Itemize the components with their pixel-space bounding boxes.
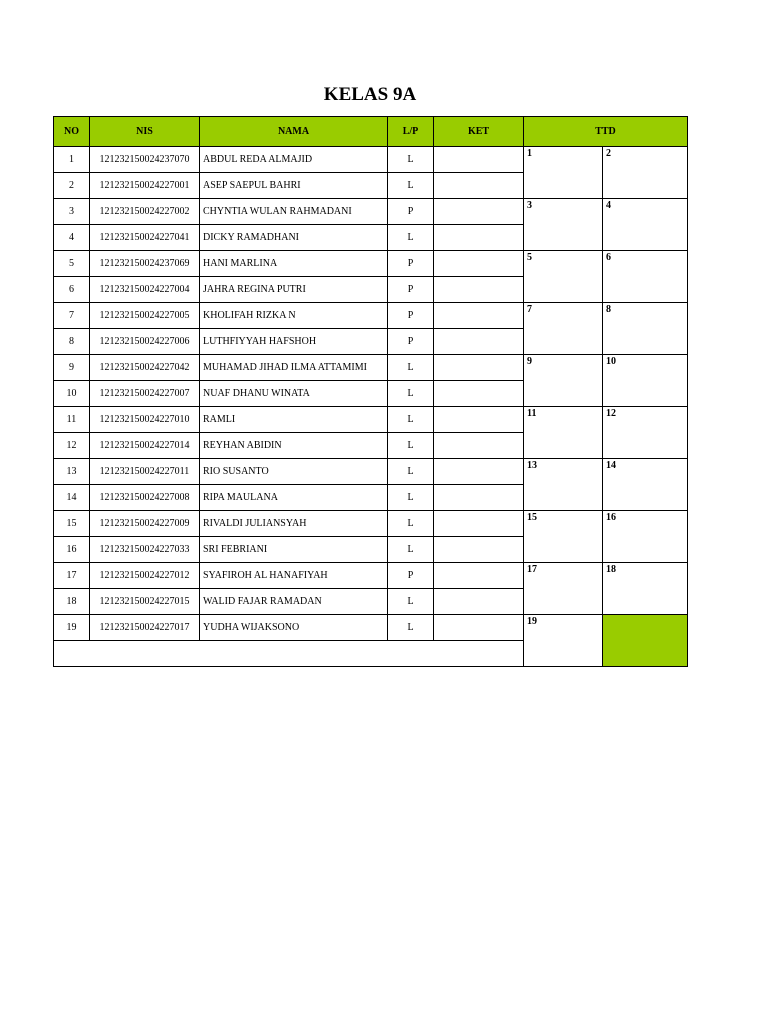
student-nis: 121232150024227010 — [90, 407, 200, 433]
attendance-table — [53, 116, 688, 667]
student-nis: 121232150024227014 — [90, 433, 200, 459]
header-lp: L/P — [388, 117, 434, 147]
student-name: WALID FAJAR RAMADAN — [200, 589, 388, 615]
student-gender: L — [388, 511, 434, 537]
student-note — [434, 173, 524, 199]
student-no: 10 — [54, 381, 90, 407]
student-note — [434, 225, 524, 251]
student-note — [434, 433, 524, 459]
student-no: 13 — [54, 459, 90, 485]
student-nis: 121232150024227017 — [90, 615, 200, 641]
signature-cell: 8 — [603, 303, 688, 355]
student-gender: P — [388, 199, 434, 225]
signature-cell: 9 — [524, 355, 603, 407]
student-note — [434, 459, 524, 485]
student-no: 14 — [54, 485, 90, 511]
student-gender: L — [388, 355, 434, 381]
student-no: 17 — [54, 563, 90, 589]
signature-cell: 5 — [524, 251, 603, 303]
header-nis: NIS — [90, 117, 200, 147]
table-row — [54, 251, 688, 277]
student-name: ASEP SAEPUL BAHRI — [200, 173, 388, 199]
student-name: RAMLI — [200, 407, 388, 433]
student-gender: P — [388, 303, 434, 329]
header-ttd: TTD — [524, 117, 688, 147]
student-nis: 121232150024227001 — [90, 173, 200, 199]
student-name: ABDUL REDA ALMAJID — [200, 147, 388, 173]
student-gender: L — [388, 537, 434, 563]
student-gender: L — [388, 485, 434, 511]
student-note — [434, 199, 524, 225]
signature-cell: 3 — [524, 199, 603, 251]
student-gender: L — [388, 615, 434, 641]
table-header-row — [54, 117, 688, 147]
table-row — [54, 303, 688, 329]
student-name: YUDHA WIJAKSONO — [200, 615, 388, 641]
table-row — [54, 459, 688, 485]
signature-cell: 17 — [524, 563, 603, 615]
signature-cell: 19 — [524, 615, 603, 667]
student-gender: P — [388, 329, 434, 355]
student-nis: 121232150024227006 — [90, 329, 200, 355]
student-nis: 121232150024237070 — [90, 147, 200, 173]
student-name: SRI FEBRIANI — [200, 537, 388, 563]
student-nis: 121232150024227012 — [90, 563, 200, 589]
student-nis: 121232150024227008 — [90, 485, 200, 511]
empty-signature-cell — [603, 615, 688, 667]
student-note — [434, 563, 524, 589]
student-nis: 121232150024227042 — [90, 355, 200, 381]
student-gender: L — [388, 459, 434, 485]
table-row — [54, 199, 688, 225]
student-name: DICKY RAMADHANI — [200, 225, 388, 251]
student-gender: L — [388, 433, 434, 459]
student-note — [434, 485, 524, 511]
student-nis: 121232150024237069 — [90, 251, 200, 277]
student-name: NUAF DHANU WINATA — [200, 381, 388, 407]
student-no: 8 — [54, 329, 90, 355]
student-no: 12 — [54, 433, 90, 459]
student-note — [434, 537, 524, 563]
student-nis: 121232150024227041 — [90, 225, 200, 251]
page-title: KELAS 9A — [323, 84, 417, 105]
signature-cell: 4 — [603, 199, 688, 251]
student-nis: 121232150024227007 — [90, 381, 200, 407]
student-no: 4 — [54, 225, 90, 251]
student-no: 3 — [54, 199, 90, 225]
student-name: RIO SUSANTO — [200, 459, 388, 485]
student-gender: P — [388, 563, 434, 589]
student-note — [434, 615, 524, 641]
signature-cell: 14 — [603, 459, 688, 511]
student-no: 1 — [54, 147, 90, 173]
table-row — [54, 563, 688, 589]
signature-cell: 12 — [603, 407, 688, 459]
student-nis: 121232150024227002 — [90, 199, 200, 225]
signature-cell: 16 — [603, 511, 688, 563]
empty-cell — [54, 641, 524, 667]
student-gender: P — [388, 251, 434, 277]
student-gender: L — [388, 173, 434, 199]
student-nis: 121232150024227005 — [90, 303, 200, 329]
student-no: 9 — [54, 355, 90, 381]
student-no: 16 — [54, 537, 90, 563]
student-note — [434, 355, 524, 381]
table-row — [54, 407, 688, 433]
student-gender: L — [388, 147, 434, 173]
student-nis: 121232150024227033 — [90, 537, 200, 563]
student-gender: L — [388, 589, 434, 615]
student-note — [434, 147, 524, 173]
student-gender: L — [388, 407, 434, 433]
header-nama: NAMA — [200, 117, 388, 147]
signature-cell: 11 — [524, 407, 603, 459]
signature-cell: 7 — [524, 303, 603, 355]
table-row — [54, 147, 688, 173]
student-no: 6 — [54, 277, 90, 303]
student-nis: 121232150024227004 — [90, 277, 200, 303]
student-nis: 121232150024227015 — [90, 589, 200, 615]
student-note — [434, 303, 524, 329]
student-name: HANI MARLINA — [200, 251, 388, 277]
student-no: 15 — [54, 511, 90, 537]
student-name: RIVALDI JULIANSYAH — [200, 511, 388, 537]
student-name: LUTHFIYYAH HAFSHOH — [200, 329, 388, 355]
student-nis: 121232150024227009 — [90, 511, 200, 537]
signature-cell: 18 — [603, 563, 688, 615]
signature-cell: 2 — [603, 147, 688, 199]
signature-cell: 13 — [524, 459, 603, 511]
header-ket: KET — [434, 117, 524, 147]
student-nis: 121232150024227011 — [90, 459, 200, 485]
student-gender: L — [388, 381, 434, 407]
signature-cell: 15 — [524, 511, 603, 563]
student-note — [434, 407, 524, 433]
signature-cell: 6 — [603, 251, 688, 303]
signature-cell: 1 — [524, 147, 603, 199]
table-row — [54, 615, 688, 641]
student-no: 2 — [54, 173, 90, 199]
student-note — [434, 277, 524, 303]
student-note — [434, 381, 524, 407]
student-no: 7 — [54, 303, 90, 329]
student-no: 18 — [54, 589, 90, 615]
header-no: NO — [54, 117, 90, 147]
signature-cell: 10 — [603, 355, 688, 407]
student-note — [434, 329, 524, 355]
student-name: MUHAMAD JIHAD ILMA ATTAMIMI — [200, 355, 388, 381]
student-name: CHYNTIA WULAN RAHMADANI — [200, 199, 388, 225]
student-gender: P — [388, 277, 434, 303]
table-row — [54, 511, 688, 537]
student-no: 5 — [54, 251, 90, 277]
table-row — [54, 355, 688, 381]
student-name: JAHRA REGINA PUTRI — [200, 277, 388, 303]
student-note — [434, 511, 524, 537]
student-gender: L — [388, 225, 434, 251]
student-name: SYAFIROH AL HANAFIYAH — [200, 563, 388, 589]
student-name: REYHAN ABIDIN — [200, 433, 388, 459]
student-note — [434, 589, 524, 615]
student-name: KHOLIFAH RIZKA N — [200, 303, 388, 329]
student-note — [434, 251, 524, 277]
student-name: RIPA MAULANA — [200, 485, 388, 511]
student-no: 19 — [54, 615, 90, 641]
student-no: 11 — [54, 407, 90, 433]
table-body — [54, 147, 688, 667]
